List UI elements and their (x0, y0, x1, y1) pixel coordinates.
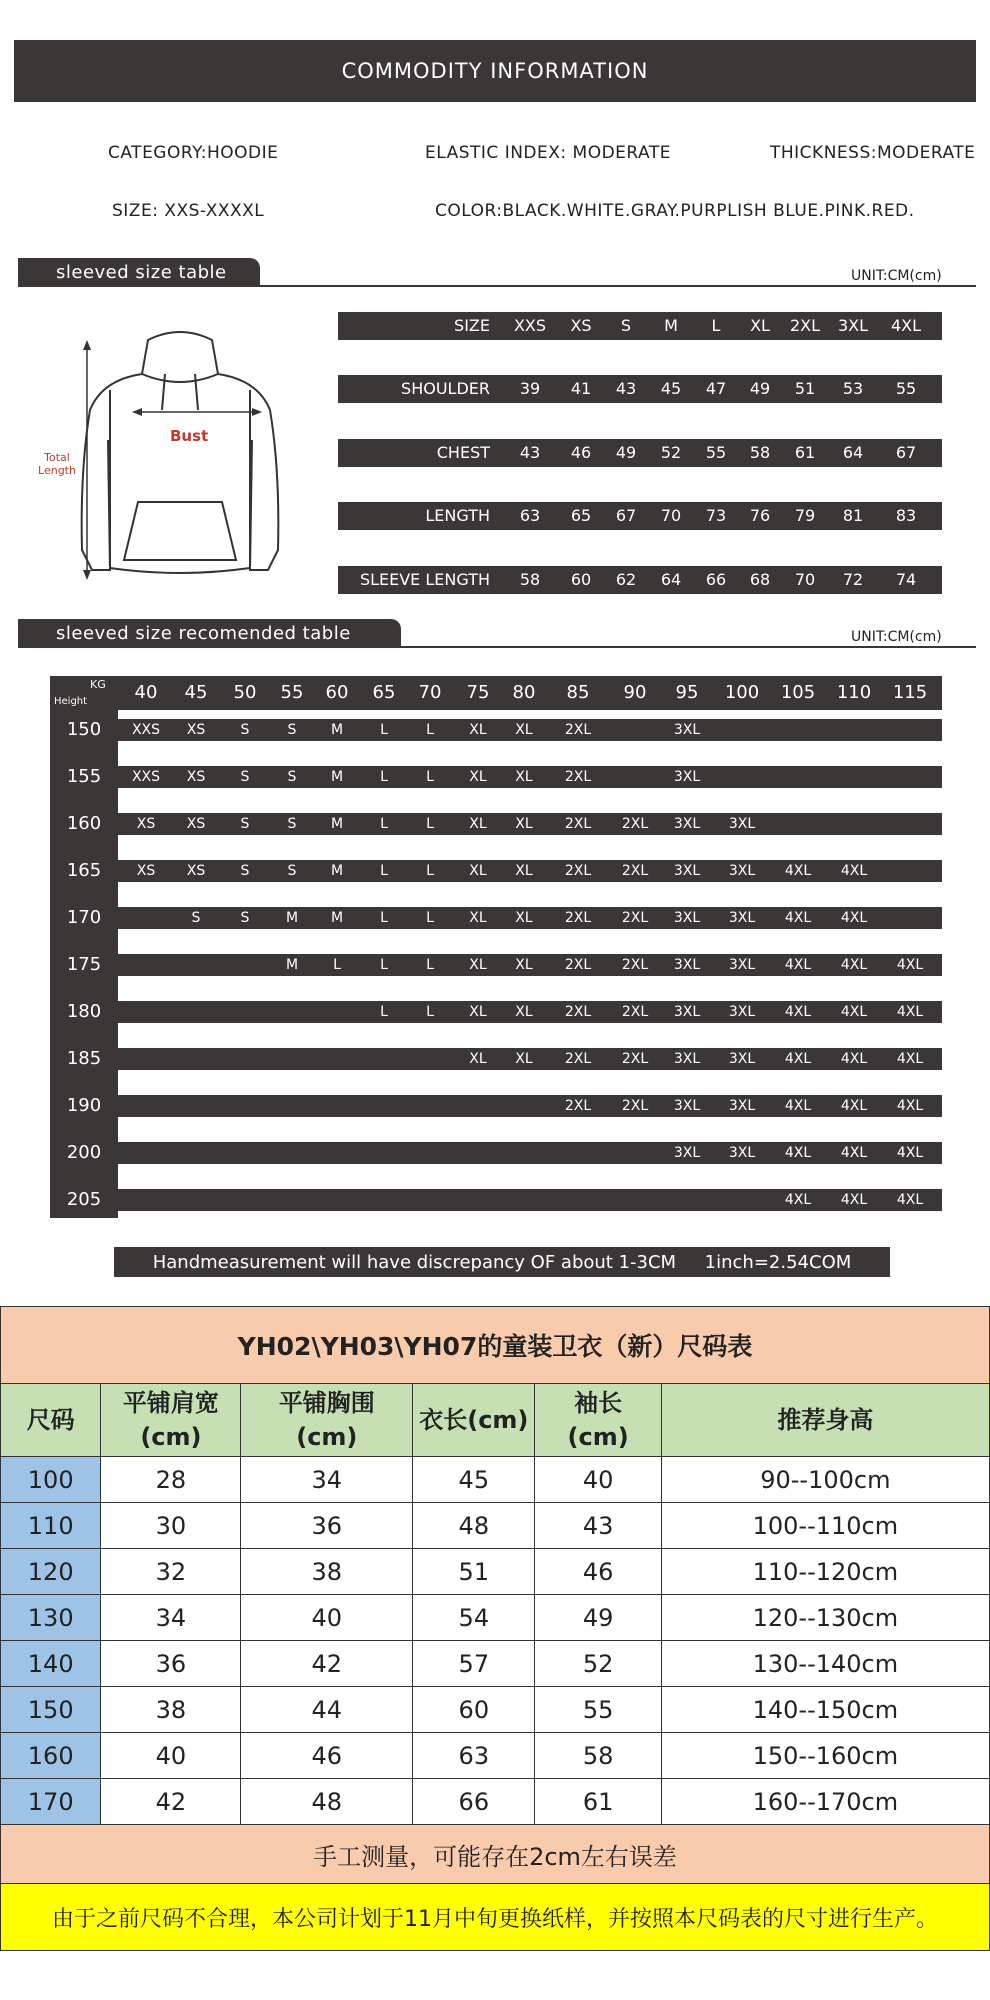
rec-row (118, 1095, 942, 1117)
size-cell: 49 (615, 443, 637, 462)
kids-table-cell: 160--170cm (661, 1779, 989, 1825)
height-column (50, 710, 118, 1218)
rec-row (118, 907, 942, 929)
size-row-shoulder (338, 375, 942, 403)
height-label: 150 (66, 719, 102, 740)
height-label: 175 (66, 954, 102, 975)
rec-table-tab: sleeved size recomended table (18, 619, 401, 648)
kids-table-cell: 170 (1, 1779, 101, 1825)
rec-cell: 2XL (564, 1098, 592, 1114)
rec-cell: S (240, 863, 250, 879)
rec-cell: 3XL (728, 910, 756, 926)
rec-table-unit: UNIT:CM(cm) (851, 629, 942, 645)
rec-cell: M (330, 910, 344, 926)
rec-cell: S (240, 769, 250, 785)
weight-label: 50 (233, 682, 257, 703)
size-cell: 83 (895, 506, 917, 525)
size-row-chest (338, 439, 942, 467)
weight-label: 75 (466, 682, 490, 703)
rec-cell: XXS (131, 722, 161, 738)
size-cell: M (664, 316, 678, 335)
rec-cell: L (426, 769, 434, 785)
kids-table-row (1, 1503, 990, 1549)
kids-table-cell: 38 (101, 1687, 241, 1733)
rec-cell: 3XL (728, 1004, 756, 1020)
weight-label: 45 (184, 682, 208, 703)
kids-table-cell: 57 (413, 1641, 535, 1687)
size-cell: 3XL (837, 316, 869, 335)
kids-table-cell: 110--120cm (661, 1549, 989, 1595)
rec-cell: 2XL (564, 863, 592, 879)
kids-table-cell: 42 (101, 1779, 241, 1825)
weight-label: 105 (780, 682, 816, 703)
kids-table-cell: 36 (241, 1503, 413, 1549)
kids-table-cell: 44 (241, 1687, 413, 1733)
size-row-label: SLEEVE LENGTH (359, 570, 490, 589)
rec-cell: 3XL (728, 816, 756, 832)
weight-header (50, 676, 942, 710)
rec-cell: 4XL (840, 1051, 868, 1067)
rec-cell: 4XL (896, 1051, 924, 1067)
kids-table-cell: 100--110cm (661, 1503, 989, 1549)
size-cell: 43 (519, 443, 541, 462)
kids-table-row (1, 1779, 990, 1825)
size-cell: 53 (842, 379, 864, 398)
rec-cell: M (330, 769, 344, 785)
size-cell: 73 (705, 506, 727, 525)
rec-cell: 4XL (784, 1192, 812, 1208)
rec-cell: L (380, 910, 388, 926)
rec-cell: 4XL (784, 1004, 812, 1020)
rec-row (118, 766, 942, 788)
kids-table-cell: 52 (535, 1641, 661, 1687)
measurement-note: Handmeasurement will have discrepancy OF about 1-3CM 1inch=2.54COM (114, 1247, 890, 1277)
rec-cell: M (330, 863, 344, 879)
size-cell: 64 (660, 570, 682, 589)
rec-cell: 2XL (621, 910, 649, 926)
size-cell: 65 (570, 506, 592, 525)
rec-table-divider (18, 646, 976, 648)
rec-cell: XS (136, 863, 156, 879)
rec-cell: XL (515, 1051, 533, 1067)
kids-table-cell: 54 (413, 1595, 535, 1641)
kids-table-cell: 48 (241, 1779, 413, 1825)
kids-table-header: 衣长(cm) (413, 1384, 535, 1457)
height-label: 160 (66, 813, 102, 834)
kids-table-cell: 51 (413, 1549, 535, 1595)
kids-table-cell: 130 (1, 1595, 101, 1641)
rec-cell: L (380, 769, 388, 785)
rec-cell: 4XL (840, 1004, 868, 1020)
size-cell: 60 (570, 570, 592, 589)
size-cell: 58 (519, 570, 541, 589)
rec-cell: 4XL (840, 1098, 868, 1114)
rec-cell: 3XL (673, 957, 701, 973)
rec-cell: XL (515, 863, 533, 879)
size-cell: 72 (842, 570, 864, 589)
size-cell: 39 (519, 379, 541, 398)
kids-table-cell: 49 (535, 1595, 661, 1641)
height-label: Height (54, 696, 88, 707)
color-info: COLOR:BLACK.WHITE.GRAY.PURPLISH BLUE.PINK.RED. (435, 201, 915, 221)
rec-cell: 2XL (621, 1051, 649, 1067)
rec-cell: 3XL (728, 1145, 756, 1161)
height-label: 190 (66, 1095, 102, 1116)
rec-cell: M (330, 722, 344, 738)
size-row-label: SIZE (454, 316, 490, 335)
rec-cell: XS (186, 863, 206, 879)
rec-cell: L (426, 910, 434, 926)
size-cell: XS (570, 316, 592, 335)
rec-cell: 4XL (840, 1192, 868, 1208)
kids-table-cell: 28 (101, 1457, 241, 1503)
kids-table-cell: 63 (413, 1733, 535, 1779)
rec-row (118, 1142, 942, 1164)
rec-cell: XL (515, 1004, 533, 1020)
size-cell: 51 (794, 379, 816, 398)
kids-table-cell: 120 (1, 1549, 101, 1595)
size-cell: 47 (705, 379, 727, 398)
kids-table-cell: 90--100cm (661, 1457, 989, 1503)
page-banner: COMMODITY INFORMATION (14, 40, 976, 102)
rec-row (118, 1001, 942, 1023)
rec-cell: S (287, 722, 297, 738)
rec-cell: S (287, 816, 297, 832)
rec-cell: 4XL (840, 957, 868, 973)
rec-cell: 3XL (728, 863, 756, 879)
kids-table-cell: 46 (535, 1549, 661, 1595)
weight-label: 40 (134, 682, 158, 703)
rec-cell: S (287, 863, 297, 879)
size-cell: 4XL (890, 316, 922, 335)
rec-cell: 2XL (564, 1051, 592, 1067)
size-table-divider (18, 285, 976, 287)
rec-cell: S (240, 910, 250, 926)
rec-cell: L (333, 957, 341, 973)
rec-cell: 2XL (564, 957, 592, 973)
rec-cell: 3XL (728, 957, 756, 973)
size-cell: XXS (513, 316, 547, 335)
kids-table-row (1, 1549, 990, 1595)
kids-table-cell: 30 (101, 1503, 241, 1549)
kids-table-cell: 34 (241, 1457, 413, 1503)
weight-label: 70 (418, 682, 442, 703)
size-cell: 58 (749, 443, 771, 462)
kids-table-cell: 110 (1, 1503, 101, 1549)
height-label: 170 (66, 907, 102, 928)
rec-cell: 2XL (564, 910, 592, 926)
kids-table-header: 推荐身高 (661, 1384, 989, 1457)
rec-cell: XL (469, 722, 487, 738)
rec-cell: 4XL (896, 1098, 924, 1114)
kids-table-cell: 48 (413, 1503, 535, 1549)
rec-cell: 3XL (673, 863, 701, 879)
size-cell: 81 (842, 506, 864, 525)
kids-table-cell: 55 (535, 1687, 661, 1733)
rec-cell: XL (469, 1004, 487, 1020)
category-info: CATEGORY:HOODIE (108, 143, 279, 163)
height-label: 205 (66, 1189, 102, 1210)
rec-cell: S (287, 769, 297, 785)
rec-row (118, 860, 942, 882)
rec-cell: XS (186, 722, 206, 738)
height-label: 155 (66, 766, 102, 787)
height-label: 180 (66, 1001, 102, 1022)
weight-label: 95 (675, 682, 699, 703)
kids-table-header: 平铺胸围 (cm) (241, 1384, 413, 1457)
size-cell: 76 (749, 506, 771, 525)
height-label: 185 (66, 1048, 102, 1069)
rec-cell: 3XL (673, 1145, 701, 1161)
kids-table-cell: 36 (101, 1641, 241, 1687)
rec-cell: 4XL (784, 957, 812, 973)
kids-table-cell: 40 (241, 1595, 413, 1641)
rec-cell: 4XL (896, 957, 924, 973)
kids-table-cell: 45 (413, 1457, 535, 1503)
rec-cell: 2XL (564, 816, 592, 832)
kids-table-cell: 43 (535, 1503, 661, 1549)
weight-label: 110 (836, 682, 872, 703)
rec-cell: L (380, 722, 388, 738)
kids-table-cell: 100 (1, 1457, 101, 1503)
size-cell: XL (750, 316, 770, 335)
rec-cell: XXS (131, 769, 161, 785)
rec-cell: XL (469, 1051, 487, 1067)
rec-cell: 3XL (673, 769, 701, 785)
weight-label: 115 (892, 682, 928, 703)
rec-cell: XL (515, 957, 533, 973)
kids-table-cell: 150 (1, 1687, 101, 1733)
rec-cell: 4XL (896, 1004, 924, 1020)
kids-table-cell: 34 (101, 1595, 241, 1641)
kids-table-header: 尺码 (1, 1384, 101, 1457)
weight-label: 85 (566, 682, 590, 703)
rec-cell: L (426, 1004, 434, 1020)
kids-table-row (1, 1595, 990, 1641)
size-cell: 49 (749, 379, 771, 398)
size-cell: 63 (519, 506, 541, 525)
kids-table-title: YH02\YH03\YH07的童装卫衣（新）尺码表 (1, 1307, 990, 1384)
size-row-size (338, 312, 942, 340)
kids-table-cell: 150--160cm (661, 1733, 989, 1779)
rec-cell: 3XL (728, 1098, 756, 1114)
thickness-info: THICKNESS:MODERATE (770, 143, 976, 163)
rec-cell: 3XL (673, 1098, 701, 1114)
kids-table-header: 平铺肩宽 (cm) (101, 1384, 241, 1457)
rec-cell: XL (515, 816, 533, 832)
rec-cell: 3XL (673, 816, 701, 832)
rec-cell: XS (186, 769, 206, 785)
rec-cell: 2XL (621, 863, 649, 879)
rec-cell: 2XL (621, 816, 649, 832)
rec-cell: 2XL (564, 769, 592, 785)
rec-cell: XL (515, 910, 533, 926)
rec-cell: L (426, 722, 434, 738)
weight-label: 80 (512, 682, 536, 703)
height-label: 165 (66, 860, 102, 881)
rec-cell: 4XL (840, 910, 868, 926)
rec-cell: 2XL (621, 1004, 649, 1020)
kids-table-cell: 46 (241, 1733, 413, 1779)
length-label (32, 451, 82, 477)
rec-cell: XL (469, 816, 487, 832)
rec-row (118, 1189, 942, 1211)
rec-cell: S (240, 722, 250, 738)
kids-table-cell: 42 (241, 1641, 413, 1687)
kids-size-table (0, 1306, 990, 1951)
kids-table-cell: 60 (413, 1687, 535, 1733)
size-cell: 45 (660, 379, 682, 398)
size-cell: 68 (749, 570, 771, 589)
rec-cell: 4XL (840, 1145, 868, 1161)
rec-cell: 4XL (896, 1192, 924, 1208)
rec-cell: 4XL (784, 863, 812, 879)
bust-label: Bust (170, 427, 209, 445)
kids-table-cell: 40 (535, 1457, 661, 1503)
rec-cell: L (380, 863, 388, 879)
size-cell: 79 (794, 506, 816, 525)
rec-cell: L (380, 1004, 388, 1020)
size-cell: 70 (660, 506, 682, 525)
weight-label: 90 (623, 682, 647, 703)
size-cell: 67 (615, 506, 637, 525)
size-cell: 66 (705, 570, 727, 589)
rec-cell: 2XL (621, 957, 649, 973)
kids-table-row (1, 1687, 990, 1733)
rec-cell: 2XL (564, 1004, 592, 1020)
kids-table-cell: 58 (535, 1733, 661, 1779)
size-cell: 55 (705, 443, 727, 462)
rec-row (118, 954, 942, 976)
weight-label: 55 (280, 682, 304, 703)
weight-label: 65 (372, 682, 396, 703)
rec-cell: 4XL (896, 1145, 924, 1161)
kids-table-cell: 40 (101, 1733, 241, 1779)
length-label-line1: Total (44, 451, 70, 464)
rec-cell: S (240, 816, 250, 832)
kids-table-cell: 130--140cm (661, 1641, 989, 1687)
rec-cell: L (426, 957, 434, 973)
rec-row (118, 719, 942, 741)
size-table-unit: UNIT:CM(cm) (851, 268, 942, 284)
size-table-tab: sleeved size table (18, 258, 260, 287)
rec-cell: XL (469, 863, 487, 879)
rec-cell: XL (469, 769, 487, 785)
rec-cell: 4XL (784, 910, 812, 926)
kids-table-notice: 由于之前尺码不合理，本公司计划于11月中旬更换纸样，并按照本尺码表的尺寸进行生产。 (1, 1884, 990, 1951)
rec-cell: L (380, 957, 388, 973)
rec-cell: M (285, 910, 299, 926)
rec-row (118, 813, 942, 835)
size-cell: 41 (570, 379, 592, 398)
rec-cell: 4XL (784, 1145, 812, 1161)
kids-table-cell: 66 (413, 1779, 535, 1825)
size-cell: 2XL (789, 316, 821, 335)
size-info: SIZE: XXS-XXXXL (112, 201, 265, 221)
kids-table-cell: 140--150cm (661, 1687, 989, 1733)
rec-cell: 4XL (840, 863, 868, 879)
size-cell: 64 (842, 443, 864, 462)
rec-cell: 2XL (564, 722, 592, 738)
height-label: 200 (66, 1142, 102, 1163)
rec-cell: XS (186, 816, 206, 832)
size-row-label: LENGTH (425, 506, 490, 525)
kids-table-cell: 140 (1, 1641, 101, 1687)
kids-table-row (1, 1457, 990, 1503)
rec-cell: 3XL (673, 1004, 701, 1020)
size-cell: 43 (615, 379, 637, 398)
rec-cell: M (330, 816, 344, 832)
kids-table-cell: 32 (101, 1549, 241, 1595)
kids-table-header: 袖长 (cm) (535, 1384, 661, 1457)
kg-label: KG (90, 678, 106, 691)
rec-cell: L (380, 816, 388, 832)
rec-cell: 4XL (784, 1051, 812, 1067)
size-cell: 46 (570, 443, 592, 462)
rec-cell: 3XL (673, 910, 701, 926)
kids-table-cell: 160 (1, 1733, 101, 1779)
rec-cell: S (191, 910, 201, 926)
kids-table-footer: 手工测量，可能存在2cm左右误差 (1, 1825, 990, 1884)
rec-cell: XL (469, 957, 487, 973)
rec-cell: XL (515, 769, 533, 785)
kids-table-row (1, 1733, 990, 1779)
size-cell: 55 (895, 379, 917, 398)
size-cell: 62 (615, 570, 637, 589)
size-cell: S (620, 316, 632, 335)
rec-cell: XL (515, 722, 533, 738)
rec-cell: L (426, 863, 434, 879)
rec-cell: 3XL (728, 1051, 756, 1067)
size-row-length (338, 502, 942, 530)
weight-label: 100 (724, 682, 760, 703)
size-cell: 52 (660, 443, 682, 462)
size-cell: 67 (895, 443, 917, 462)
kids-table-cell: 61 (535, 1779, 661, 1825)
size-cell: 61 (794, 443, 816, 462)
rec-cell: M (285, 957, 299, 973)
kids-table-cell: 38 (241, 1549, 413, 1595)
rec-cell: 2XL (621, 1098, 649, 1114)
size-row-sleeve-length (338, 566, 942, 594)
weight-label: 60 (325, 682, 349, 703)
rec-cell: XL (469, 910, 487, 926)
rec-cell: 4XL (784, 1098, 812, 1114)
size-cell: 74 (895, 570, 917, 589)
rec-cell: XS (136, 816, 156, 832)
elastic-info: ELASTIC INDEX: MODERATE (425, 143, 671, 163)
rec-cell: L (426, 816, 434, 832)
size-row-label: SHOULDER (401, 379, 490, 398)
kids-table-row (1, 1641, 990, 1687)
size-cell: 70 (794, 570, 816, 589)
length-label-line2: Length (38, 464, 76, 477)
kids-table-cell: 120--130cm (661, 1595, 989, 1641)
rec-cell: 3XL (673, 1051, 701, 1067)
rec-cell: 3XL (673, 722, 701, 738)
size-row-label: CHEST (436, 443, 490, 462)
size-cell: L (711, 316, 721, 335)
rec-row (118, 1048, 942, 1070)
